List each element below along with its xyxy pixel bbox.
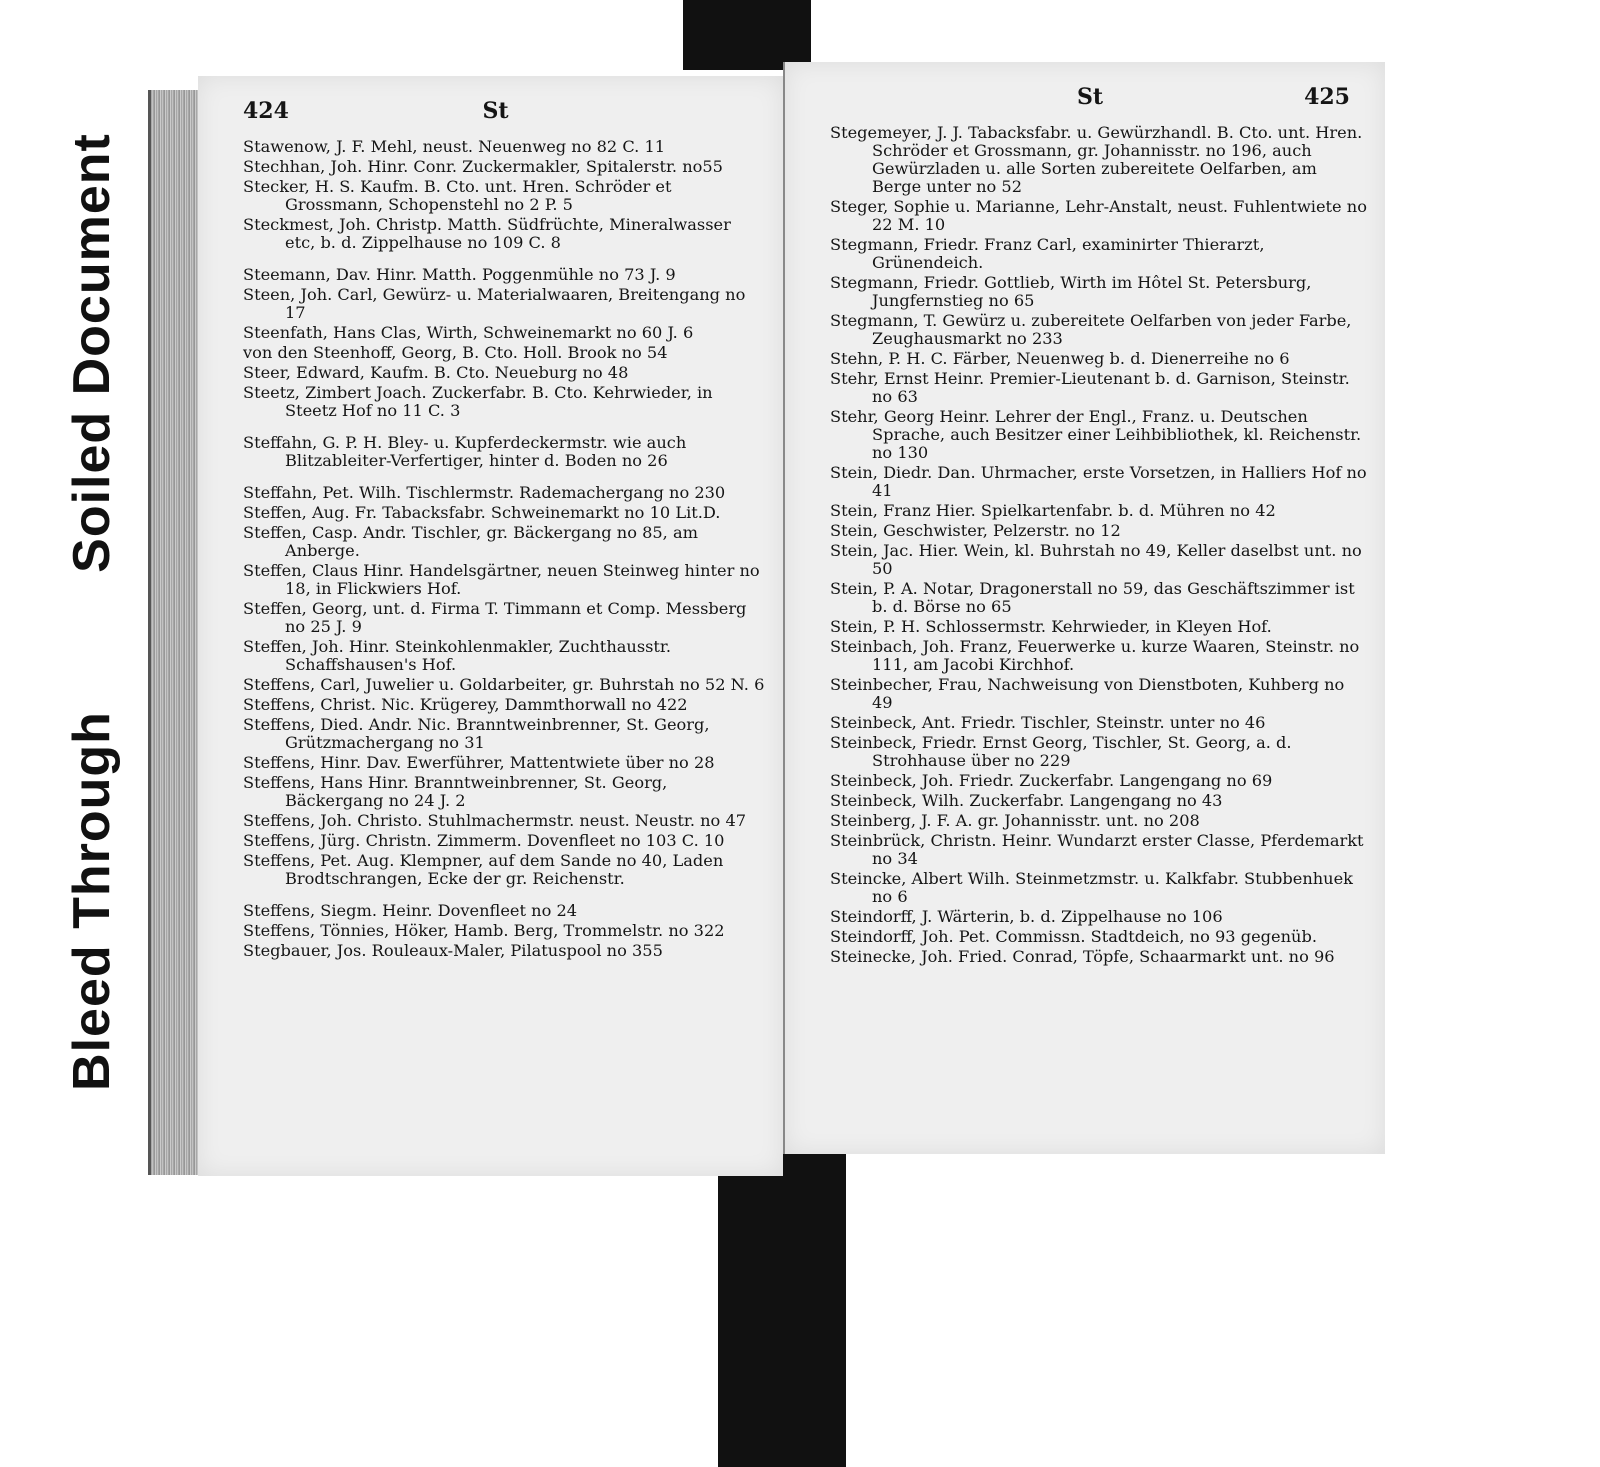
scanner-gutter-top — [683, 0, 811, 70]
left-page — [198, 76, 783, 1176]
directory-entry: Steinbecher, Frau, Nachweisung von Dienstboten, Kuhberg no 49 — [830, 675, 1345, 712]
directory-entry: Steffen, Claus Hinr. Handelsgärtner, neuen Steinweg hinter no 18, in Flickwiers Hof. — [243, 561, 760, 598]
directory-entry: Stein, Diedr. Dan. Uhrmacher, erste Vorsetzen, in Halliers Hof no 41 — [830, 463, 1367, 500]
directory-entry: Steindorff, Joh. Pet. Commissn. Stadtdeich, no 93 gegenüb. — [830, 927, 1317, 946]
directory-entry: Steger, Sophie u. Marianne, Lehr-Anstalt, neust. Fuhlentwiete no 22 M. 10 — [830, 197, 1367, 234]
directory-entry: Steffahn, Pet. Wilh. Tischlermstr. Rademachergang no 230 — [243, 483, 726, 502]
directory-entry: Steinbach, Joh. Franz, Feuerwerke u. kurze Waaren, Steinstr. no 111, am Jacobi Kirchhof. — [830, 637, 1360, 674]
directory-entry: Stein, Jac. Hier. Wein, kl. Buhrstah no 49, Keller daselbst unt. no 50 — [830, 541, 1362, 578]
directory-entry: Stegmann, T. Gewürz u. zubereitete Oelfarben von jeder Farbe, Zeughausmarkt no 233 — [830, 311, 1352, 348]
directory-entry: Steen, Joh. Carl, Gewürz- u. Materialwaaren, Breitengang no 17 — [243, 285, 746, 322]
directory-entry: Steffens, Carl, Juwelier u. Goldarbeiter, gr. Buhrstah no 52 N. 6 — [243, 675, 765, 694]
soiled-document-text: Soiled Document — [63, 133, 121, 573]
directory-entry: Steffahn, G. P. H. Bley- u. Kupferdeckermstr. wie auch Blitzableiter-Verfertiger, hinter d. Boden no 26 — [243, 433, 687, 470]
directory-entry: Stein, P. A. Notar, Dragonerstall no 59, das Geschäftszimmer ist b. d. Börse no 65 — [830, 579, 1355, 616]
directory-entry: Steetz, Zimbert Joach. Zuckerfabr. B. Cto. Kehrwieder, in Steetz Hof no 11 C. 3 — [243, 383, 713, 420]
directory-entry: Steinbeck, Wilh. Zuckerfabr. Langengang no 43 — [830, 791, 1223, 810]
directory-entry: Stehn, P. H. C. Färber, Neuenweg b. d. Dienerreihe no 6 — [830, 349, 1290, 368]
directory-entry: Stein, P. H. Schlossermstr. Kehrwieder, in Kleyen Hof. — [830, 617, 1272, 636]
bleed-through-label — [42, 668, 142, 1133]
left-page-number: 424 — [243, 98, 289, 124]
directory-entry: Steinbeck, Joh. Friedr. Zuckerfabr. Langengang no 69 — [830, 771, 1273, 790]
directory-entry: Stawenow, J. F. Mehl, neust. Neuenweg no 82 C. 11 — [243, 137, 666, 156]
scanner-gutter-bottom — [718, 1150, 846, 1467]
right-page — [783, 62, 1385, 1154]
directory-entry: Steer, Edward, Kaufm. B. Cto. Neueburg no 48 — [243, 363, 629, 382]
directory-entry: Stegbauer, Jos. Rouleaux-Maler, Pilatuspool no 355 — [243, 941, 663, 960]
directory-entry: Stein, Geschwister, Pelzerstr. no 12 — [830, 521, 1121, 540]
directory-entry: Steffens, Siegm. Heinr. Dovenfleet no 24 — [243, 901, 578, 920]
directory-entry: Steffens, Tönnies, Höker, Hamb. Berg, Trommelstr. no 322 — [243, 921, 725, 940]
directory-entry: Steinecke, Joh. Fried. Conrad, Töpfe, Schaarmarkt unt. no 96 — [830, 947, 1335, 966]
directory-entry: Stehr, Ernst Heinr. Premier-Lieutenant b. d. Garnison, Steinstr. no 63 — [830, 369, 1350, 406]
soiled-document-label — [42, 88, 142, 618]
directory-entry: Steffens, Pet. Aug. Klempner, auf dem Sande no 40, Laden Brodtschrangen, Ecke der gr. Reichenstr. — [243, 851, 724, 888]
directory-entry: Steffen, Casp. Andr. Tischler, gr. Bäckergang no 85, am Anberge. — [243, 523, 698, 560]
directory-entry: Steffen, Joh. Hinr. Steinkohlenmakler, Zuchthausstr. Schaffshausen's Hof. — [243, 637, 672, 674]
directory-entry: Steffens, Hans Hinr. Branntweinbrenner, St. Georg, Bäckergang no 24 J. 2 — [243, 773, 668, 810]
directory-entry: Steffens, Hinr. Dav. Ewerführer, Mattentwiete über no 28 — [243, 753, 715, 772]
right-page-number: 425 — [1304, 84, 1350, 110]
directory-entry: Steffen, Georg, unt. d. Firma T. Timmann et Comp. Messberg no 25 J. 9 — [243, 599, 747, 636]
left-entries — [243, 138, 765, 962]
directory-entry: Steffens, Died. Andr. Nic. Branntweinbrenner, St. Georg, Grützmachergang no 31 — [243, 715, 710, 752]
bleed-through-text: Bleed Through — [63, 710, 121, 1091]
directory-entry: Steckmest, Joh. Christp. Matth. Südfrüchte, Mineralwasser etc, b. d. Zippelhause no 109 C. 8 — [243, 215, 731, 252]
directory-entry: Steffens, Christ. Nic. Krügerey, Dammthorwall no 422 — [243, 695, 688, 714]
directory-entry: Stegmann, Friedr. Franz Carl, examinirter Thierarzt, Grünendeich. — [830, 235, 1265, 272]
directory-entry: Stehr, Georg Heinr. Lehrer der Engl., Franz. u. Deutschen Sprache, auch Besitzer einer Leihbibliothek, kl. Reichenstr. no 130 — [830, 407, 1362, 462]
right-running-head: St — [1076, 84, 1104, 110]
directory-entry: Steemann, Dav. Hinr. Matth. Poggenmühle no 73 J. 9 — [243, 265, 676, 284]
directory-entry: Stein, Franz Hier. Spielkartenfabr. b. d. Mühren no 42 — [830, 501, 1276, 520]
directory-entry: Steinbeck, Friedr. Ernst Georg, Tischler, St. Georg, a. d. Strohhause über no 229 — [830, 733, 1292, 770]
directory-entry: Stegmann, Friedr. Gottlieb, Wirth im Hôtel St. Petersburg, Jungfernstieg no 65 — [830, 273, 1312, 310]
directory-entry: Stegemeyer, J. J. Tabacksfabr. u. Gewürzhandl. B. Cto. unt. Hren. Schröder et Grossmann, gr. Johannisstr. no 196, auch Gewürzladen u. alle Sorten zubereitete Oelfarben, am Berge unter no 52 — [830, 123, 1363, 196]
directory-entry: von den Steenhoff, Georg, B. Cto. Holl. Brook no 54 — [243, 343, 668, 362]
directory-entry: Steffens, Jürg. Christn. Zimmerm. Dovenfleet no 103 C. 10 — [243, 831, 725, 850]
directory-entry: Steinbeck, Ant. Friedr. Tischler, Steinstr. unter no 46 — [830, 713, 1266, 732]
directory-entry: Steenfath, Hans Clas, Wirth, Schweinemarkt no 60 J. 6 — [243, 323, 694, 342]
directory-entry: Stechhan, Joh. Hinr. Conr. Zuckermakler, Spitalerstr. no55 — [243, 157, 723, 176]
left-running-head: St — [482, 98, 509, 124]
right-entries — [830, 124, 1367, 968]
directory-entry: Steinberg, J. F. A. gr. Johannisstr. unt. no 208 — [830, 811, 1200, 830]
directory-entry: Steffen, Aug. Fr. Tabacksfabr. Schweinemarkt no 10 Lit.D. — [243, 503, 721, 522]
directory-entry: Stecker, H. S. Kaufm. B. Cto. unt. Hren. Schröder et Grossmann, Schopenstehl no 2 P. 5 — [243, 177, 672, 214]
directory-entry: Steindorff, J. Wärterin, b. d. Zippelhause no 106 — [830, 907, 1223, 926]
directory-entry: Steincke, Albert Wilh. Steinmetzmstr. u. Kalkfabr. Stubbenhuek no 6 — [830, 869, 1353, 906]
directory-entry: Steffens, Joh. Christo. Stuhlmachermstr. neust. Neustr. no 47 — [243, 811, 747, 830]
directory-entry: Steinbrück, Christn. Heinr. Wundarzt erster Classe, Pferdemarkt no 34 — [830, 831, 1364, 868]
